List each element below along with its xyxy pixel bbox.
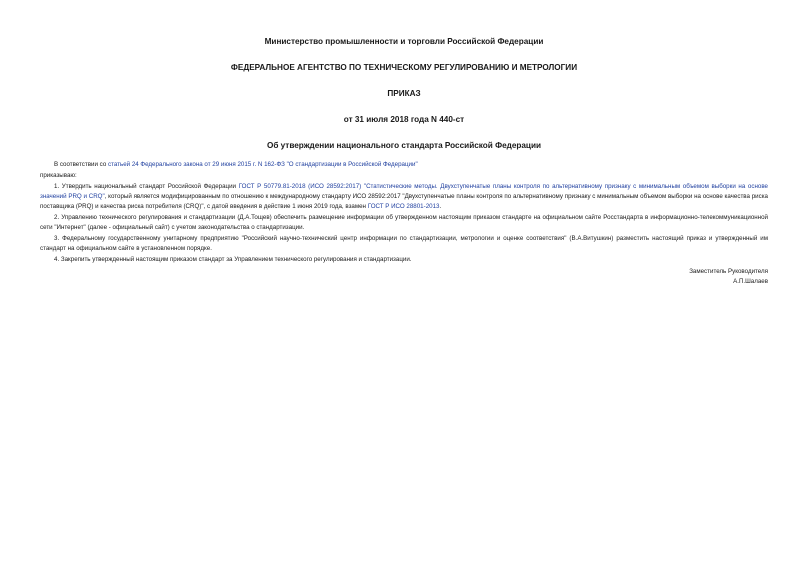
- document-subject: Об утверждении национального стандарта Российской Федерации: [266, 141, 542, 150]
- item-4-paragraph: 4. Закрепить утвержденный настоящим приказом стандарт за Управлением технического регулирования и стандартизации.: [54, 256, 412, 263]
- replaced-standard-link[interactable]: ГОСТ Р ИСО 28801-2013: [367, 203, 440, 210]
- item-3-paragraph: 3. Федеральному государственному унитарному предприятию "Российский научно-технический центр информации по стандартизации, метрологии и оценке соответствия" (В.А.Витушкин) разместить настоящий приказ и утвержденный им стандарт на официальном сайте в установленном порядке.: [40, 235, 768, 252]
- signatory-name: А.П.Шалаев: [733, 278, 768, 285]
- signatory-position: Заместитель Руководителя: [689, 268, 768, 275]
- item-1-end: .: [439, 203, 442, 210]
- item-1-paragraph: [40, 182, 768, 212]
- standard-link[interactable]: ГОСТ Р 50779.81-2018 (ИСО 28592:2017) "Статистические методы. Двухступенчатые планы контроля по альтернативному признаку с минимальным объемом выборки на основе значений PRQ и CRQ": [40, 183, 768, 200]
- ministry-name: Министерство промышленности и торговли Российской Федерации: [264, 37, 544, 46]
- signature-block: [40, 267, 768, 287]
- document-body: [40, 160, 768, 265]
- intro-paragraph: [40, 160, 768, 170]
- document-date-number: от 31 июля 2018 года N 440-ст: [343, 115, 465, 124]
- item-1-middle: , который является модифицированным по отношению к международному стандарту ИСО 28592:2017 "Двухступенчатые планы контроля по альтернативному признаку с минимальным объемом выборки на основе качества риска поставщика (PRQ) и качества риска потребителя (CRQ)", с датой введения в действие 1 июня 2019 года, взамен: [40, 193, 768, 210]
- agency-name: ФЕДЕРАЛЬНОЕ АГЕНТСТВО ПО ТЕХНИЧЕСКОМУ РЕГУЛИРОВАНИЮ И МЕТРОЛОГИИ: [230, 63, 578, 72]
- document-page: [40, 30, 768, 287]
- item-2-paragraph: 2. Управлению технического регулирования и стандартизации (Д.А.Тощев) обеспечить размещение информации об утвержденном настоящим приказом стандарте на официальном сайте Росстандарта в информационно-телекоммуникационной сети "Интернет" (далее - официальный сайт) с учетом законодательства о стандартизации.: [40, 214, 768, 231]
- order-word: приказываю:: [40, 172, 77, 179]
- item-1-prefix: 1. Утвердить национальный стандарт Российской Федерации: [54, 183, 239, 190]
- intro-prefix: В соответствии со: [54, 161, 108, 168]
- law-article-link[interactable]: статьей 24 Федерального закона от 29 июня 2015 г. N 162-ФЗ "О стандартизации в Российской Федерации": [107, 161, 418, 168]
- document-type: ПРИКАЗ: [387, 89, 421, 98]
